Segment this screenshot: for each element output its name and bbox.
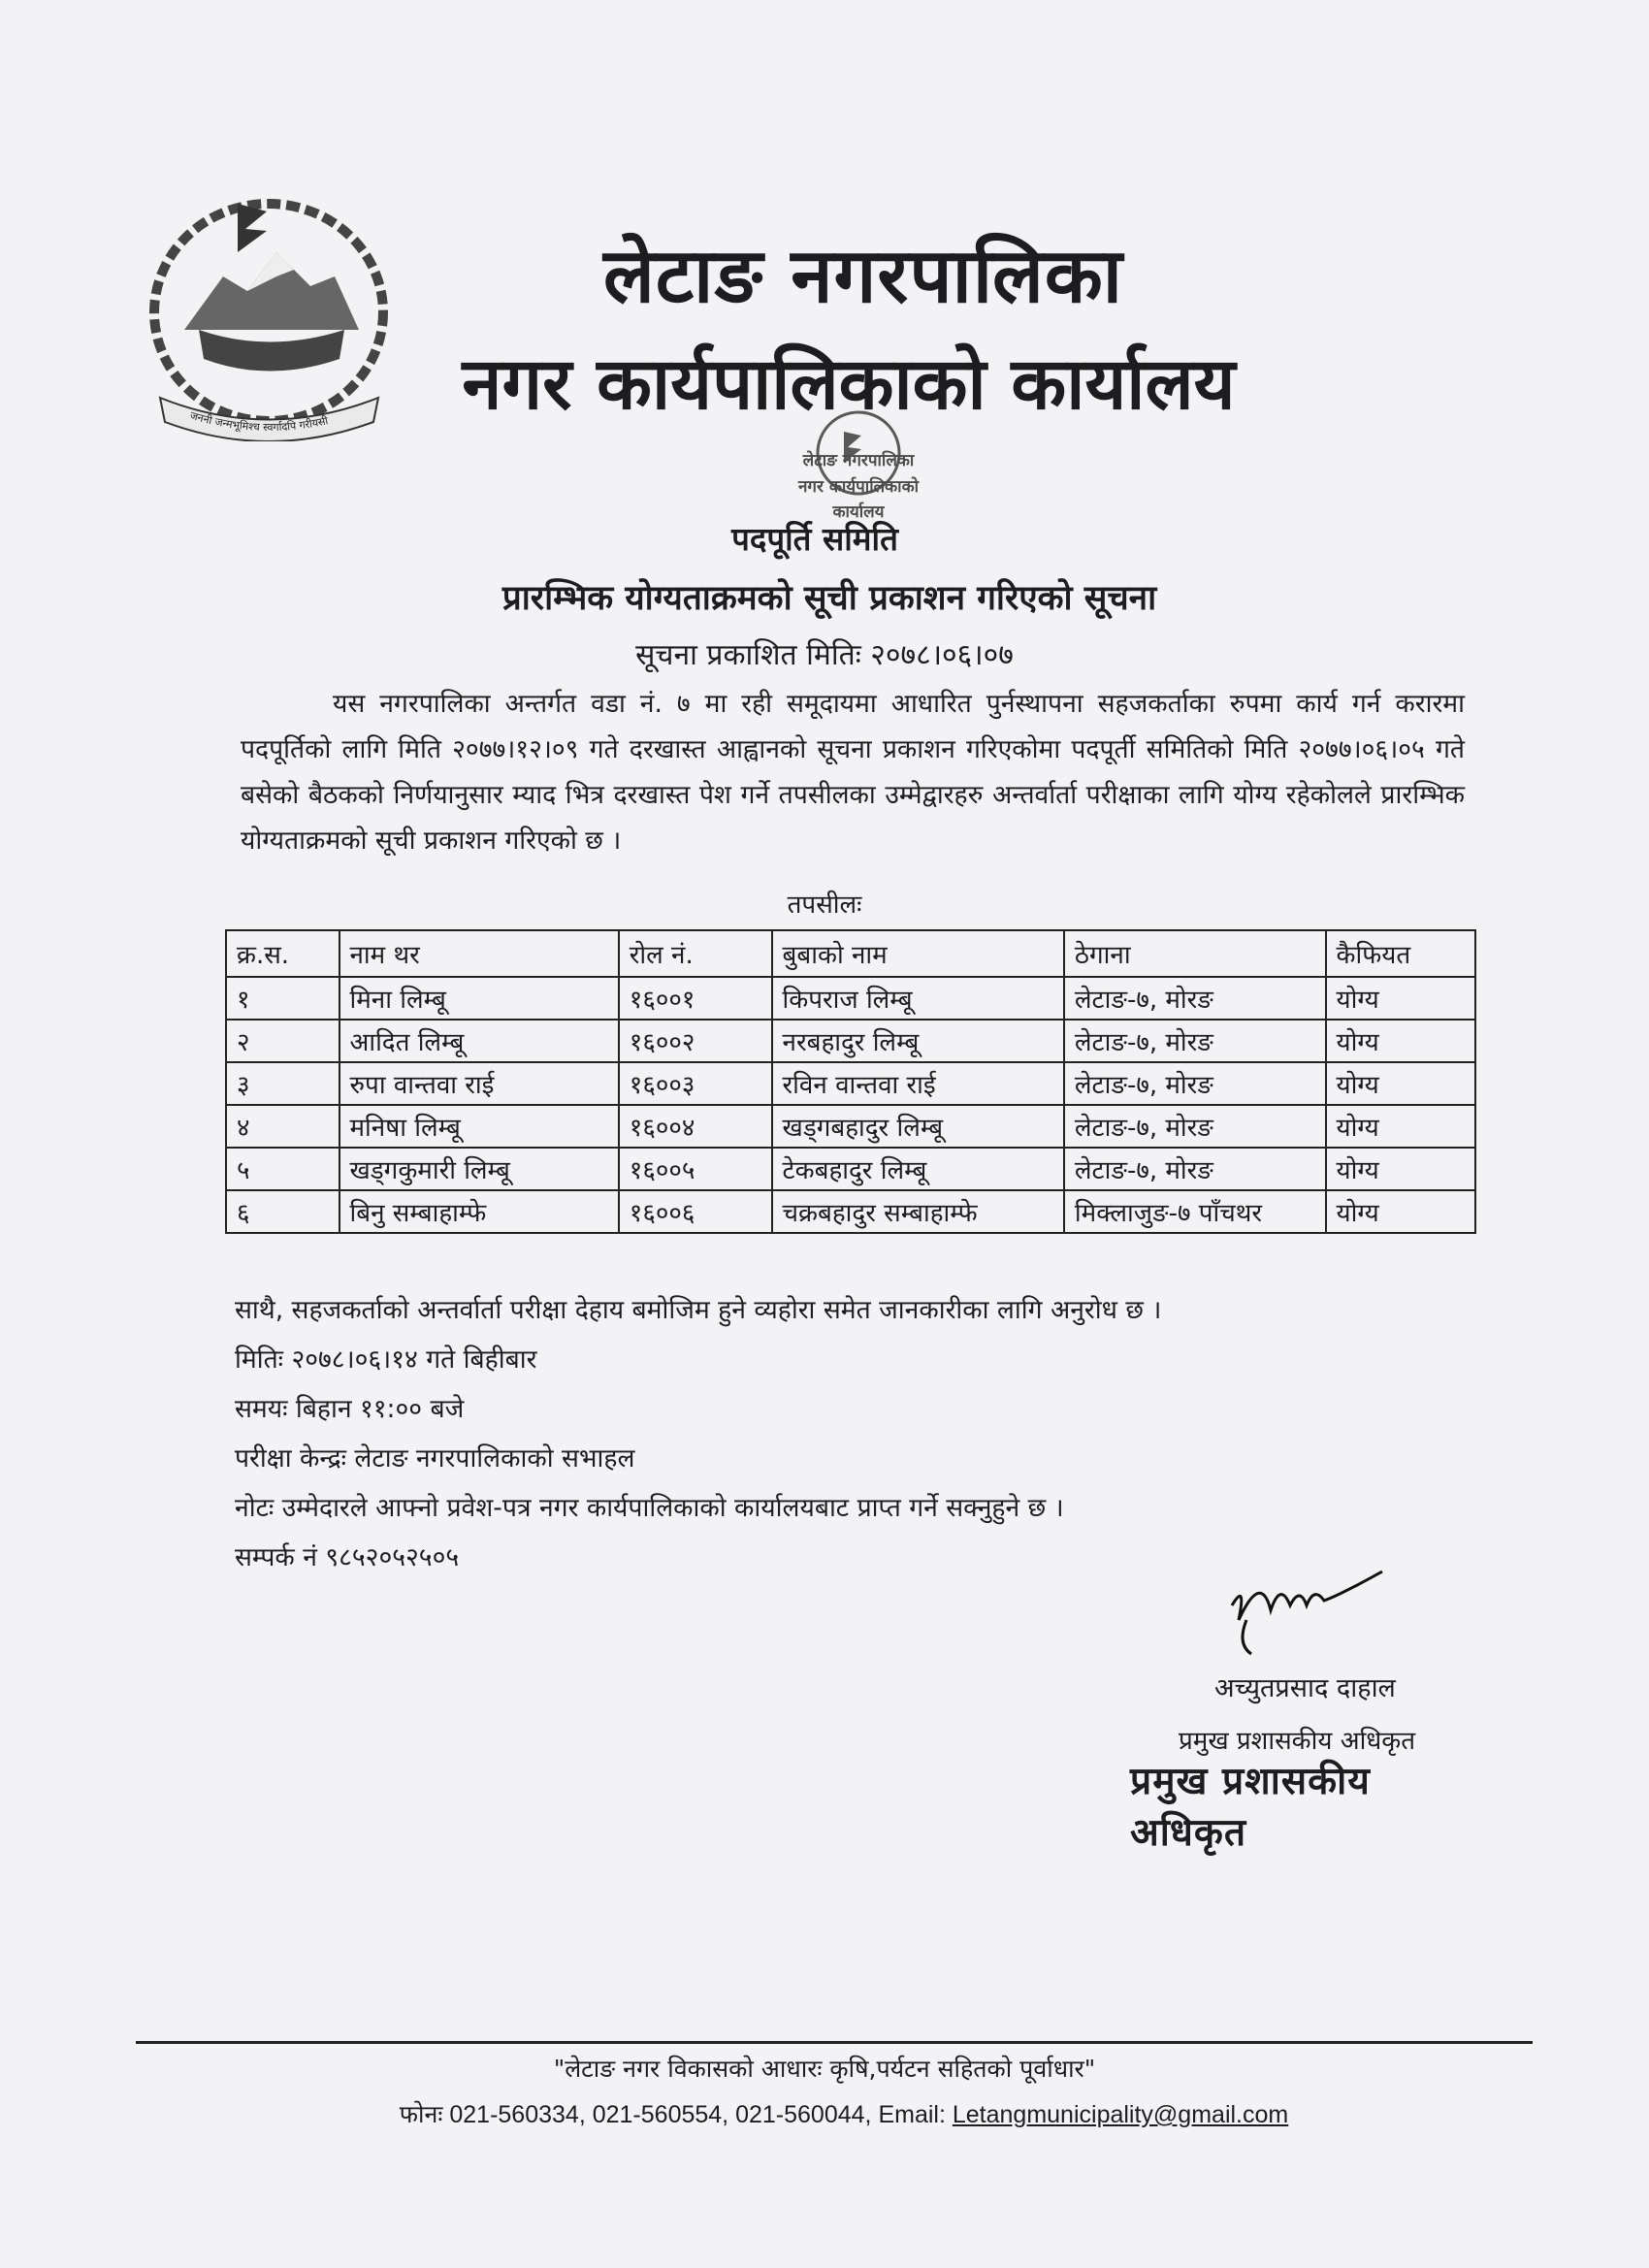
published-date: सूचना प्रकाशित मितिः २०७८।०६।०७ <box>635 638 1014 672</box>
handwritten-signature <box>1217 1552 1392 1659</box>
footer-divider <box>136 2041 1533 2044</box>
cell-name: बिनु सम्बाहाम्फे <box>340 1190 619 1233</box>
admit-card-note: नोटः उम्मेदारले आफ्नो प्रवेश-पत्र नगर कार्यपालिकाको कार्यालयबाट प्राप्त गर्ने सक्नुहुने छ । <box>235 1493 1064 1523</box>
footer-phone: फोनः 021-560334, 021-560554, 021-560044, <box>399 2101 872 2128</box>
cell-serial: ३ <box>226 1062 340 1105</box>
emblem-motto: जननी जन्मभूमिश्च स्वर्गादपि गरीयसी <box>188 408 330 435</box>
cell-father: किपराज लिम्बू <box>772 977 1064 1020</box>
footer-motto: "लेटाङ नगर विकासको आधारः कृषि,पर्यटन सहितको पूर्वाधार" <box>553 2055 1096 2083</box>
signatory-title: प्रमुख प्रशासकीय अधिकृत <box>1179 1727 1416 1756</box>
office-seal-stamp <box>747 403 970 534</box>
column-header-roll: रोल नं. <box>619 930 772 977</box>
cell-name: मनिषा लिम्बू <box>340 1105 619 1148</box>
signatory-name: अच्युतप्रसाद दाहाल <box>1214 1673 1396 1703</box>
exam-center: परीक्षा केन्द्रः लेटाङ नगरपालिकाको सभाहल <box>235 1443 635 1474</box>
committee-name: पदपूर्ति समिति <box>731 520 898 558</box>
footer-email-link[interactable]: Letangmunicipality@gmail.com <box>952 2101 1289 2128</box>
candidate-table <box>225 929 1476 1234</box>
municipality-name: लेटाङ नगरपालिका <box>602 233 1124 320</box>
cell-serial: ४ <box>226 1105 340 1148</box>
table-row <box>226 1062 1475 1105</box>
cell-remark: योग्य <box>1326 1148 1475 1190</box>
cell-remark: योग्य <box>1326 1062 1475 1105</box>
cell-name: खड्गकुमारी लिम्बू <box>340 1148 619 1190</box>
notice-paragraph: यस नगरपालिका अन्तर्गत वडा नं. ७ मा रही समूदायमा आधारित पुर्नस्थापना सहजकर्ताका रुपमा कार्य गर्न करारमा पदपूर्तिको लागि मिति २०७७।१२।०९ गते दरखास्त आह्वानको सूचना प्रकाशन गरिएकोमा पदपूर्ती समितिको मिति २०७७।०६।०५ गते बसेको बैठकको निर्णयानुसार म्याद भित्र दरखास्त पेश गर्ने तपसीलका उम्मेद्वारहरु अन्तर्वार्ता परीक्षाका लागि योग्य रहेकोलले प्रारम्भिक योग्यताक्रमको सूची प्रकाशन गरिएको छ । <box>241 689 1465 856</box>
cell-address: लेटाङ-७, मोरङ <box>1064 1062 1326 1105</box>
cell-address: लेटाङ-७, मोरङ <box>1064 977 1326 1020</box>
cell-serial: १ <box>226 977 340 1020</box>
interview-date: मितिः २०७८।०६।१४ गते बिहीबार <box>235 1345 537 1375</box>
footer-contact <box>330 2097 1358 2130</box>
cell-father: चक्रबहादुर सम्बाहाम्फे <box>772 1190 1064 1233</box>
interview-time: समयः बिहान ११:०० बजे <box>235 1394 465 1424</box>
cell-name: मिना लिम्बू <box>340 977 619 1020</box>
cell-roll: १६००३ <box>619 1062 772 1105</box>
cell-address: मिक्लाजुङ-७ पाँचथर <box>1064 1190 1326 1233</box>
signatory-stamp-title: प्रमुख प्रशासकीय अधिकृत <box>1130 1760 1371 1855</box>
cell-father: रविन वान्तवा राई <box>772 1062 1064 1105</box>
table-row <box>226 1020 1475 1062</box>
cell-roll: १६००६ <box>619 1190 772 1233</box>
contact-number: सम्पर्क नं ९८५२०५२५०५ <box>235 1542 460 1572</box>
column-header-father: बुबाको नाम <box>772 930 1064 977</box>
cell-roll: १६००१ <box>619 977 772 1020</box>
cell-serial: ५ <box>226 1148 340 1190</box>
column-header-name: नाम थर <box>340 930 619 977</box>
table-row <box>226 977 1475 1020</box>
cell-roll: १६००२ <box>619 1020 772 1062</box>
cell-serial: ६ <box>226 1190 340 1233</box>
cell-remark: योग्य <box>1326 1105 1475 1148</box>
cell-name: आदित लिम्बू <box>340 1020 619 1062</box>
notes-intro: साथै, सहजकर्ताको अन्तर्वार्ता परीक्षा देहाय बमोजिम हुने व्यहोरा समेत जानकारीका लागि अनुरोध छ । <box>235 1295 1162 1325</box>
nepal-emblem-icon <box>131 184 407 441</box>
cell-serial: २ <box>226 1020 340 1062</box>
cell-name: रुपा वान्तवा राई <box>340 1062 619 1105</box>
column-header-address: ठेगाना <box>1064 930 1326 977</box>
interview-notes <box>235 1285 1438 1582</box>
schedule-label: तपसीलः <box>787 891 862 920</box>
table-row <box>226 1148 1475 1190</box>
table-header-row <box>226 930 1475 977</box>
cell-father: टेकबहादुर लिम्बू <box>772 1148 1064 1190</box>
cell-remark: योग्य <box>1326 1020 1475 1062</box>
cell-roll: १६००५ <box>619 1148 772 1190</box>
column-header-serial: क्र.स. <box>226 930 340 977</box>
stamp-line-2: नगर कार्यपालिकाको <box>797 477 920 497</box>
table-row <box>226 1105 1475 1148</box>
stamp-line-3: कार्यालय <box>832 502 885 522</box>
table-row <box>226 1190 1475 1233</box>
column-header-remark: कैफियत <box>1326 930 1475 977</box>
cell-father: खड्गबहादुर लिम्बू <box>772 1105 1064 1148</box>
cell-remark: योग्य <box>1326 977 1475 1020</box>
notice-heading: प्रारम्भिक योग्यताक्रमको सूची प्रकाशन गरिएको सूचना <box>501 579 1157 618</box>
cell-address: लेटाङ-७, मोरङ <box>1064 1148 1326 1190</box>
cell-address: लेटाङ-७, मोरङ <box>1064 1020 1326 1062</box>
cell-roll: १६००४ <box>619 1105 772 1148</box>
office-name: नगर कार्यपालिकाको कार्यालय <box>462 342 1236 426</box>
cell-father: नरबहादुर लिम्बू <box>772 1020 1064 1062</box>
stamp-line-1: लेटाङ नगरपालिका <box>802 451 915 470</box>
cell-address: लेटाङ-७, मोरङ <box>1064 1105 1326 1148</box>
cell-remark: योग्य <box>1326 1190 1475 1233</box>
footer-email-label: Email: <box>878 2101 946 2128</box>
